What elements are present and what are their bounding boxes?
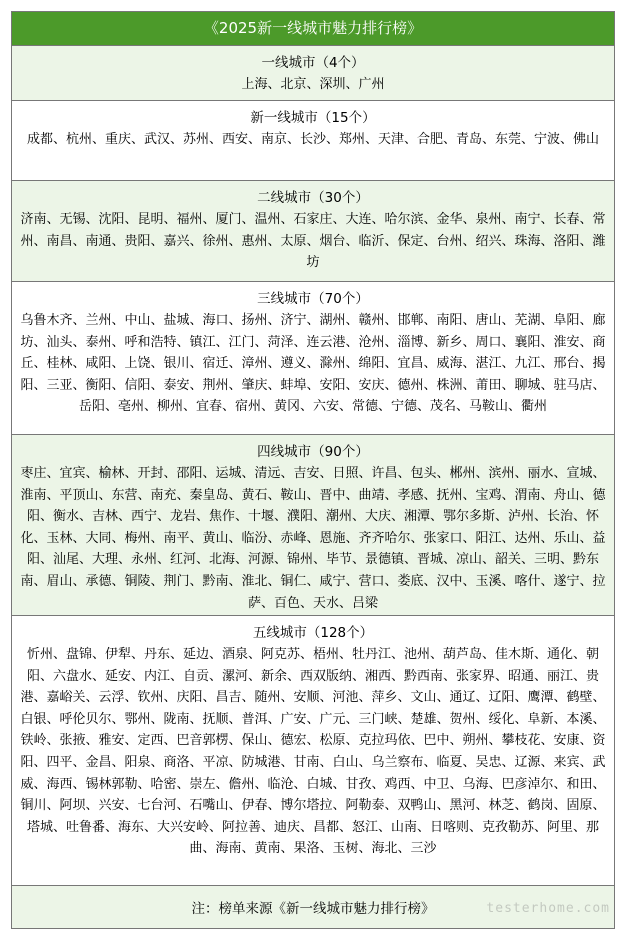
tier-cities: 乌鲁木齐、兰州、中山、盐城、海口、扬州、济宁、湖州、赣州、邯郸、南阳、唐山、芜湖、阜阳、廊坊、汕头、泰州、呼和浩特、镇江、江门、菏泽、连云港、沧州、淄博、新乡、周口、襄阳、淮安、商丘、桂林、咸阳、上饶、银川、宿迁、漳州、遵义、滁州、绵阳、宜昌、威海、湛江、九江、邢台、揭阳、三亚、衡阳、信阳、泰安、荆州、肇庆、蚌埠、安阳、安庆、德州、株洲、莆田、聊城、驻马店、岳阳、亳州、柳州、宜春、宿州、黄冈、六安、常德、宁德、茂名、马鞍山、衢州 <box>20 313 606 415</box>
tier-cities: 上海、北京、深圳、广州 <box>241 77 385 92</box>
tier-5 <box>12 435 614 616</box>
tier-heading: 三线城市（70个） <box>257 291 369 307</box>
tier-heading: 五线城市（128个） <box>252 625 374 641</box>
ranking-table <box>11 11 615 929</box>
tier-1 <box>12 46 614 101</box>
tier-cities: 成都、杭州、重庆、武汉、苏州、西安、南京、长沙、郑州、天津、合肥、青岛、东莞、宁波、佛山 <box>26 132 599 147</box>
source-note: 注：榜单来源《新一线城市魅力排行榜》 <box>12 886 614 928</box>
tier-heading: 四线城市（90个） <box>257 444 369 460</box>
tier-4 <box>12 282 614 435</box>
tier-heading: 二线城市（30个） <box>257 190 369 206</box>
watermark: testerhome.com <box>486 901 610 916</box>
tier-cities: 忻州、盘锦、伊犁、丹东、延边、酒泉、阿克苏、梧州、牡丹江、池州、葫芦岛、佳木斯、通化、朝阳、六盘水、延安、内江、自贡、漯河、新余、西双版纳、湘西、黔西南、张家界、昭通、丽江、贵港、嘉峪关、云浮、钦州、庆阳、昌吉、随州、安顺、河池、萍乡、文山、通辽、辽阳、鹰潭、鹤壁、白银、呼伦贝尔、鄂州、陇南、抚顺、普洱、广安、广元、三门峡、楚雄、贺州、绥化、阜新、本溪、铁岭、张掖、雅安、定西、巴音郭楞、保山、德宏、松原、克拉玛依、巴中、朔州、攀枝花、安康、资阳、四平、金昌、阳泉、商洛、平凉、防城港、甘南、白山、乌兰察布、临夏、吴忠、辽源、来宾、武威、海西、锡林郭勒、哈密、崇左、儋州、临沧、白城、甘孜、鸡西、中卫、乌海、巴彦淖尔、和田、铜川、阿坝、兴安、七台河、石嘴山、伊春、博尔塔拉、阿勒泰、双鸭山、黑河、林芝、鹤岗、固原、塔城、吐鲁番、海东、大兴安岭、阿拉善、迪庆、昌都、怒江、山南、日喀则、克孜勒苏、阿里、那曲、海南、黄南、果洛、玉树、海北、三沙 <box>20 647 606 857</box>
tier-cities: 济南、无锡、沈阳、昆明、福州、厦门、温州、石家庄、大连、哈尔滨、金华、泉州、南宁、长春、常州、南昌、南通、贵阳、嘉兴、徐州、惠州、太原、烟台、临沂、保定、台州、绍兴、珠海、洛阳、潍坊 <box>20 212 606 271</box>
table-title: 《2025新一线城市魅力排行榜》 <box>12 12 614 46</box>
tier-2 <box>12 101 614 181</box>
tier-heading: 一线城市（4个） <box>261 55 365 71</box>
tier-3 <box>12 181 614 282</box>
tier-6 <box>12 616 614 886</box>
tier-cities: 枣庄、宜宾、榆林、开封、邵阳、运城、清远、吉安、日照、许昌、包头、郴州、滨州、丽水、宣城、淮南、平顶山、东营、南充、秦皇岛、黄石、鞍山、晋中、曲靖、孝感、抚州、宝鸡、渭南、舟山、德阳、衡水、吉林、西宁、龙岩、焦作、十堰、濮阳、潮州、大庆、湘潭、鄂尔多斯、泸州、长治、怀化、玉林、大同、梅州、南平、黄山、临汾、赤峰、恩施、齐齐哈尔、张家口、阳江、达州、乐山、益阳、汕尾、大理、永州、红河、北海、河源、锦州、毕节、景德镇、晋城、凉山、韶关、三明、黔东南、眉山、承德、铜陵、荆门、黔南、淮北、铜仁、咸宁、营口、娄底、汉中、玉溪、喀什、遂宁、拉萨、百色、天水、吕梁 <box>20 466 606 611</box>
tier-heading: 新一线城市（15个） <box>250 110 376 126</box>
